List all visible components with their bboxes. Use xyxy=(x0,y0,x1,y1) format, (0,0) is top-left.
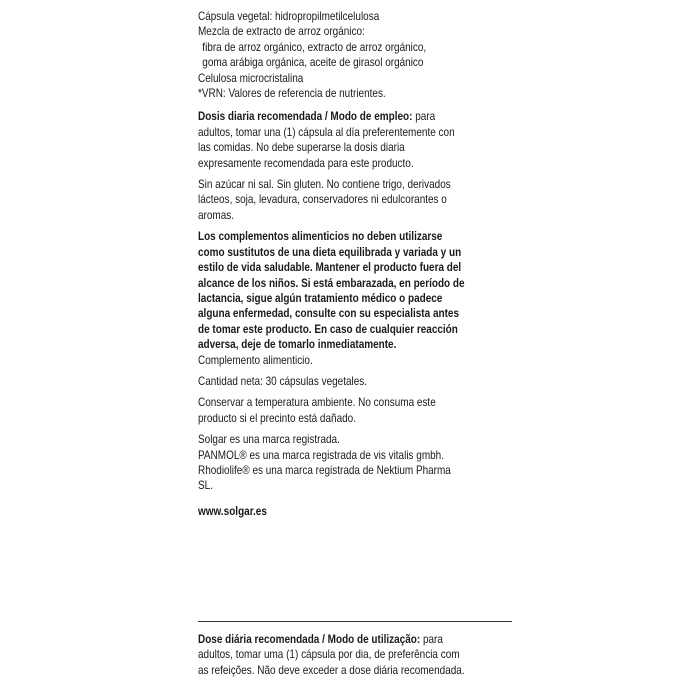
pt-dosage-text: para adultos, tomar uma (1) cápsula por dia, de preferência com as refeições. Não deve exceder a dose diária recomendada. xyxy=(198,633,465,677)
portuguese-label-text xyxy=(198,632,466,678)
ingredient-line: Celulosa microcristalina xyxy=(198,71,304,85)
free-from-statement: Sin azúcar ni sal. Sin gluten. No contiene trigo, derivados lácteos, soja, levadura, conservadores ni edulcorantes o aromas. xyxy=(198,178,451,222)
pt-dosage-label: Dose diária recomendada / Modo de utilização: xyxy=(198,633,421,646)
category-text: Complemento alimenticio. xyxy=(198,353,313,367)
pt-dosage-paragraph xyxy=(198,632,466,678)
storage-instructions: Conservar a temperatura ambiente. No consuma este producto si el precinto está dañado. xyxy=(198,396,436,425)
trademark-panmol: PANMOL® es una marca registrada de vis vitalis gmbh. xyxy=(198,448,445,462)
dosage-label: Dosis diaria recomendada / Modo de empleo: xyxy=(198,110,413,124)
dosage-paragraph xyxy=(198,109,466,171)
trademark-rhodiolife: Rhodiolife® es una marca registrada de Nektium Pharma SL. xyxy=(198,463,451,493)
ingredient-line: fibra de arroz orgánico, extracto de arroz orgánico, xyxy=(202,40,427,54)
ingredient-line: Mezcla de extracto de arroz orgánico: xyxy=(198,25,365,39)
spanish-label-text xyxy=(198,9,466,519)
trademark-solgar: Solgar es una marca registrada. xyxy=(198,433,340,447)
warning-paragraph: Los complementos alimenticios no deben utilizarse como sustitutos de una dieta equilibrada y variada y un estilo de vida saludable. Mantener el producto fuera del alcance de los niños. Si está embarazada, en período de lactancia, sigue algún tratamiento médico o padece alguna enfermedad, consulte con su especialista antes de tomar este producto. En caso de cualquier reacción adversa, deje de tomarlo inmediatamente. xyxy=(198,230,465,352)
section-divider xyxy=(198,621,512,622)
ingredient-line: goma arábiga orgánica, aceite de girasol orgánico xyxy=(202,56,424,70)
vrn-note: *VRN: Valores de referencia de nutrientes. xyxy=(198,87,386,101)
dosage-text: para adultos, tomar una (1) cápsula al día preferentemente con las comidas. No debe superarse la dosis diaria expresamente recomendada para este producto. xyxy=(198,110,455,170)
net-quantity: Cantidad neta: 30 cápsulas vegetales. xyxy=(198,374,368,388)
website-link[interactable]: www.solgar.es xyxy=(198,504,267,518)
ingredient-line: Cápsula vegetal: hidropropilmetilcelulosa xyxy=(198,10,380,23)
